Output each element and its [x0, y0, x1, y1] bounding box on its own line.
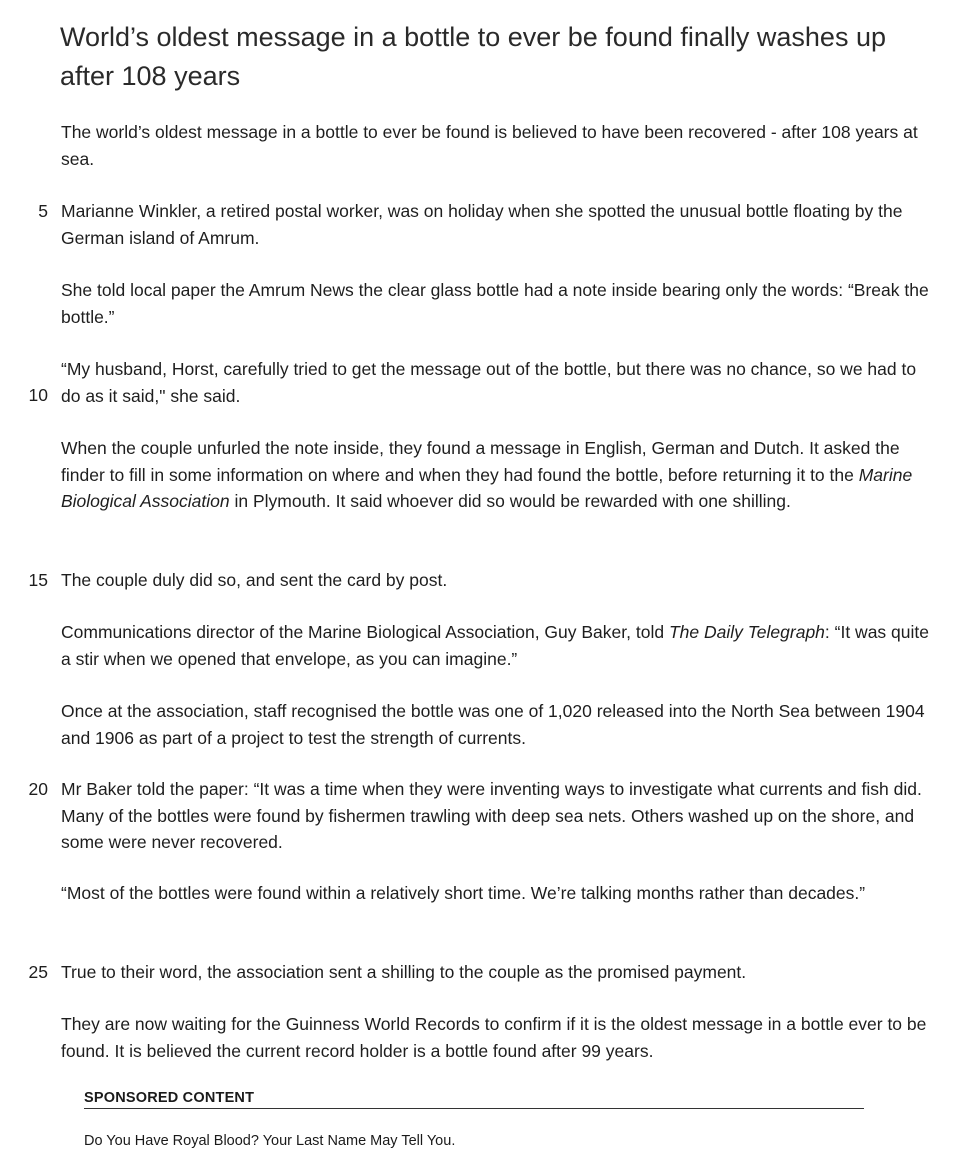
paragraph-7-text-after: : “It was quite a stir when we opened that envelope, as you can imagine.” — [61, 622, 929, 669]
paragraph-10: “Most of the bottles were found within a relatively short time. We’re talking months rather than decades.” — [61, 883, 866, 903]
paragraph-1: The world’s oldest message in a bottle to ever be found is believed to have been recovered - after 108 years at sea. — [61, 122, 918, 169]
line-number-15: 15 — [28, 570, 48, 590]
paragraph-7-text-before: Communications director of the Marine Biological Association, Guy Baker, told — [61, 622, 669, 642]
paragraph-8: Once at the association, staff recognised the bottle was one of 1,020 released into the North Sea between 1904 and 1906 as part of a project to test the strength of currents. — [61, 701, 925, 748]
paragraph-4: “My husband, Horst, carefully tried to get the message out of the bottle, but there was no chance, so we had to do as it said," she said. — [61, 359, 917, 406]
sponsored-content-label: SPONSORED CONTENT — [84, 1090, 255, 1106]
paragraph-3: She told local paper the Amrum News the clear glass bottle had a note inside bearing only the words: “Break the bottle.” — [61, 280, 929, 327]
article-headline: World’s oldest message in a bottle to ever be found finally washes up after 108 years — [60, 22, 886, 91]
paragraph-9: Mr Baker told the paper: “It was a time when they were inventing ways to investigate what currents and fish did. Many of the bottles were found by fishermen trawling with deep sea nets. Others washed up on the shore, and some were never recovered. — [61, 779, 922, 852]
paragraph-6: The couple duly did so, and sent the card by post. — [61, 570, 448, 590]
sponsored-divider — [84, 1108, 864, 1109]
paragraph-11: True to their word, the association sent a shilling to the couple as the promised payment. — [61, 962, 747, 982]
paragraph-7 — [61, 619, 931, 672]
line-number-20: 20 — [28, 779, 48, 799]
paragraph-5 — [61, 435, 931, 515]
line-number-25: 25 — [28, 962, 48, 982]
paragraph-12: They are now waiting for the Guinness World Records to confirm if it is the oldest message in a bottle ever to be found. It is believed the current record holder is a bottle found after 99 years. — [61, 1014, 927, 1061]
paragraph-5-text-after: in Plymouth. It said whoever did so would be rewarded with one shilling. — [229, 491, 791, 511]
paragraph-2: Marianne Winkler, a retired postal worker, was on holiday when she spotted the unusual bottle floating by the German island of Amrum. — [61, 201, 903, 248]
line-number-10: 10 — [28, 385, 48, 405]
line-number-5: 5 — [38, 201, 48, 221]
paragraph-7-emphasis: The Daily Telegraph — [668, 622, 825, 642]
paragraph-5-text-before: When the couple unfurled the note inside, they found a message in English, German and Dutch. It asked the finder to fill in some information on where and when they had found the bottle, before returning it to the — [61, 438, 900, 485]
paragraph-5-emphasis: Marine Biological Association — [61, 464, 913, 511]
sponsored-article-link[interactable]: Do You Have Royal Blood? Your Last Name May Tell You. — [84, 1133, 456, 1149]
